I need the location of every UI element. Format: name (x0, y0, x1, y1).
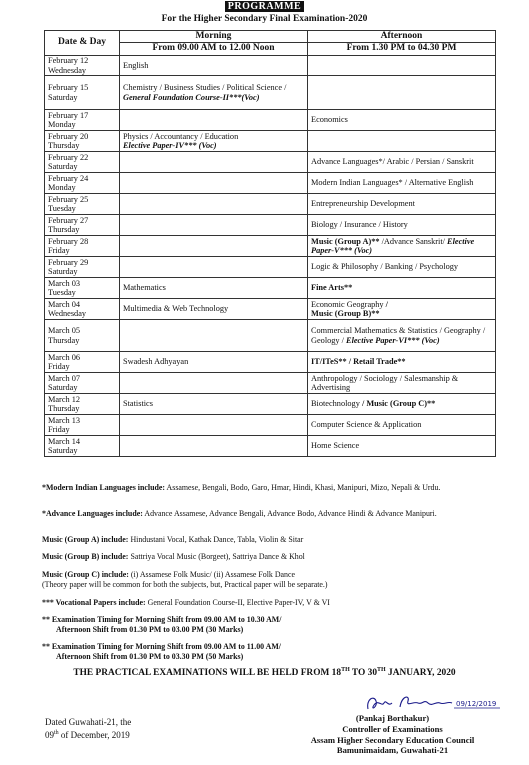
day-text: Saturday (48, 267, 78, 277)
morning-subject-cell (120, 173, 308, 194)
table-row (45, 131, 496, 152)
day-text: Saturday (48, 446, 78, 456)
morning-subject-cell (120, 215, 308, 236)
signer-designation: Controller of Examinations (342, 723, 443, 734)
day-text: Wednesday (48, 309, 87, 319)
note-vocational-papers: *** Vocational Papers include: General Foundation Course-II, Elective Paper-IV, V & VI (42, 598, 330, 607)
note-advance-languages: *Advance Languages include: Advance Assamese, Advance Bengali, Advance Bodo, Advance Hindi & Advance Manipuri. (42, 509, 437, 518)
morning-subject-cell: Mathematics (120, 278, 308, 299)
date-day-cell (45, 436, 120, 457)
date-day-cell (45, 215, 120, 236)
day-text: Friday (48, 362, 70, 372)
date-day-cell (45, 373, 120, 394)
signature-date: 09/12/2019 (456, 700, 497, 708)
note-music-group-b: Music (Group B) include: Sattriya Vocal Music (Borgeet), Sattriya Dance & Khol (42, 552, 305, 561)
date-text: February 24 (48, 173, 89, 183)
date-text: February 28 (48, 236, 89, 246)
table-row (45, 373, 496, 394)
afternoon-subject-cell: Home Science (308, 436, 496, 457)
date-text: February 22 (48, 152, 89, 162)
table-row (45, 394, 496, 415)
date-day-cell (45, 110, 120, 131)
note-timing-30-marks: ** Examination Timing for Morning Shift from 09.00 AM to 10.30 AM/ Afternoon Shift from 01.30 PM to 03.00 PM (30 Marks) (42, 615, 282, 634)
day-text: Tuesday (48, 288, 76, 298)
afternoon-subject-cell: Computer Science & Application (308, 415, 496, 436)
day-text: Monday (48, 120, 76, 130)
dated-line: Dated Guwahati-21, the 09th of December, 2019 (45, 717, 132, 740)
date-day-cell (45, 415, 120, 436)
morning-subject-cell (120, 110, 308, 131)
date-day-cell (45, 352, 120, 373)
note-music-group-a: Music (Group A) include: Hindustani Vocal, Kathak Dance, Tabla, Violin & Sitar (42, 535, 304, 544)
date-day-cell (45, 278, 120, 299)
afternoon-subject-cell: IT/ITeS** / Retail Trade** (308, 352, 496, 373)
morning-subject-cell: Chemistry / Business Studies / Political Science / General Foundation Course-II***(Voc) (120, 76, 308, 110)
afternoon-subject-cell: Entrepreneurship Development (308, 194, 496, 215)
council-address: Bamunimaidam, Guwahati-21 (336, 745, 449, 756)
afternoon-subject-cell: Anthropology / Sociology / Salesmanship & Advertising (308, 373, 496, 394)
date-day-cell (45, 131, 120, 152)
morning-subject-cell: Multimedia & Web Technology (120, 299, 308, 320)
date-text: February 17 (48, 110, 89, 120)
note-timing-50-marks: ** Examination Timing for Morning Shift from 09.00 AM to 11.00 AM/ Afternoon Shift from 01.30 PM to 03.30 PM (50 Marks) (42, 642, 281, 661)
date-text: March 12 (48, 394, 81, 404)
date-text: February 29 (48, 257, 89, 267)
table-row (45, 215, 496, 236)
table-row (45, 415, 496, 436)
note-music-group-c: Music (Group C) include: (i) Assamese Folk Music/ (ii) Assamese Folk Dance (Theory paper will be common for both the subjects, but, Practical paper will be separate.) (42, 570, 328, 589)
table-row (45, 299, 496, 320)
day-text: Tuesday (48, 204, 76, 214)
afternoon-subject-cell: Biology / Insurance / History (308, 215, 496, 236)
date-text: February 25 (48, 194, 89, 204)
date-day-header: Date & Day (45, 31, 120, 56)
date-text: March 04 (48, 299, 81, 309)
afternoon-time-header: From 1.30 PM to 04.30 PM (308, 43, 496, 56)
morning-subject-cell (120, 257, 308, 278)
day-text: Thursday (48, 141, 80, 151)
programme-title: PROGRAMME (0, 1, 529, 12)
signer-name: (Pankaj Borthakur) (355, 713, 430, 723)
day-text: Monday (48, 183, 76, 193)
morning-subject-cell (120, 152, 308, 173)
signatory-block (280, 713, 505, 756)
day-text: Thursday (48, 335, 80, 345)
afternoon-subject-cell: Fine Arts** (308, 278, 496, 299)
morning-subject-cell: Statistics (120, 394, 308, 415)
date-day-cell (45, 56, 120, 76)
afternoon-subject-cell (308, 76, 496, 110)
afternoon-subject-cell (308, 56, 496, 76)
date-text: February 27 (48, 215, 89, 225)
afternoon-subject-cell: Economic Geography / Music (Group B)** (308, 299, 496, 320)
morning-subject-cell (120, 194, 308, 215)
afternoon-header: Afternoon (308, 31, 496, 43)
afternoon-subject-cell: Modern Indian Languages* / Alternative English (308, 173, 496, 194)
afternoon-subject-cell: Logic & Philosophy / Banking / Psychology (308, 257, 496, 278)
table-row (45, 110, 496, 131)
day-text: Thursday (48, 225, 80, 235)
table-row (45, 236, 496, 257)
morning-subject-cell (120, 436, 308, 457)
afternoon-subject-cell (308, 131, 496, 152)
practical-exam-notice: THE PRACTICAL EXAMINATIONS WILL BE HELD FROM 18TH TO 30TH JANUARY, 2020 (73, 667, 456, 679)
date-text: February 12 (48, 56, 89, 65)
afternoon-subject-cell: Commercial Mathematics & Statistics / Geography / Geology / Elective Paper-VI*** (Voc) (308, 320, 496, 352)
table-row (45, 194, 496, 215)
date-day-cell (45, 299, 120, 320)
day-text: Friday (48, 425, 70, 435)
table-row (45, 56, 496, 76)
programme-subtitle: For the Higher Secondary Final Examination-2020 (161, 14, 368, 24)
table-row (45, 278, 496, 299)
morning-subject-cell: Swadesh Adhyayan (120, 352, 308, 373)
date-day-cell (45, 194, 120, 215)
date-day-cell (45, 76, 120, 110)
day-text: Friday (48, 246, 70, 256)
morning-subject-cell (120, 373, 308, 394)
afternoon-subject-cell: Advance Languages*/ Arabic / Persian / Sanskrit (308, 152, 496, 173)
council-name: Assam Higher Secondary Education Council (310, 734, 475, 745)
afternoon-subject-cell: Biotechnology / Music (Group C)** (308, 394, 496, 415)
date-day-cell (45, 257, 120, 278)
table-row (45, 436, 496, 457)
day-text: Wednesday (48, 65, 87, 75)
date-text: March 06 (48, 352, 81, 362)
date-text: March 03 (48, 278, 81, 288)
morning-time-header: From 09.00 AM to 12.00 Noon (120, 43, 308, 56)
date-text: February 20 (48, 131, 89, 141)
morning-subject-cell (120, 236, 308, 257)
day-text: Saturday (48, 92, 78, 102)
morning-header: Morning (120, 31, 308, 43)
date-day-cell (45, 236, 120, 257)
note-modern-languages: *Modern Indian Languages include: Assamese, Bengali, Bodo, Garo, Hmar, Hindi, Khasi, Manipuri, Mizo, Nepali & Urdu. (42, 483, 441, 492)
day-text: Saturday (48, 383, 78, 393)
afternoon-subject-cell: Economics (308, 110, 496, 131)
date-day-cell (45, 173, 120, 194)
date-day-cell (45, 152, 120, 173)
date-text: March 14 (48, 436, 81, 446)
day-text: Thursday (48, 404, 80, 414)
table-row (45, 320, 496, 352)
morning-subject-cell: Physics / Accountancy / Education Elective Paper-IV*** (Voc) (120, 131, 308, 152)
table-row (45, 352, 496, 373)
table-row (45, 76, 496, 110)
exam-schedule-table (44, 30, 496, 457)
date-day-cell (45, 320, 120, 352)
morning-subject-cell: English (120, 56, 308, 76)
date-text: March 13 (48, 415, 81, 425)
afternoon-subject-cell: Music (Group A)** /Advance Sanskrit/ Elective Paper-V*** (Voc) (308, 236, 496, 257)
date-text: March 05 (48, 326, 81, 336)
date-text: March 07 (48, 373, 81, 383)
table-row (45, 173, 496, 194)
date-text: February 15 (48, 83, 89, 93)
morning-subject-cell (120, 320, 308, 352)
table-row (45, 152, 496, 173)
morning-subject-cell (120, 415, 308, 436)
date-day-cell (45, 394, 120, 415)
day-text: Saturday (48, 162, 78, 172)
table-row (45, 257, 496, 278)
